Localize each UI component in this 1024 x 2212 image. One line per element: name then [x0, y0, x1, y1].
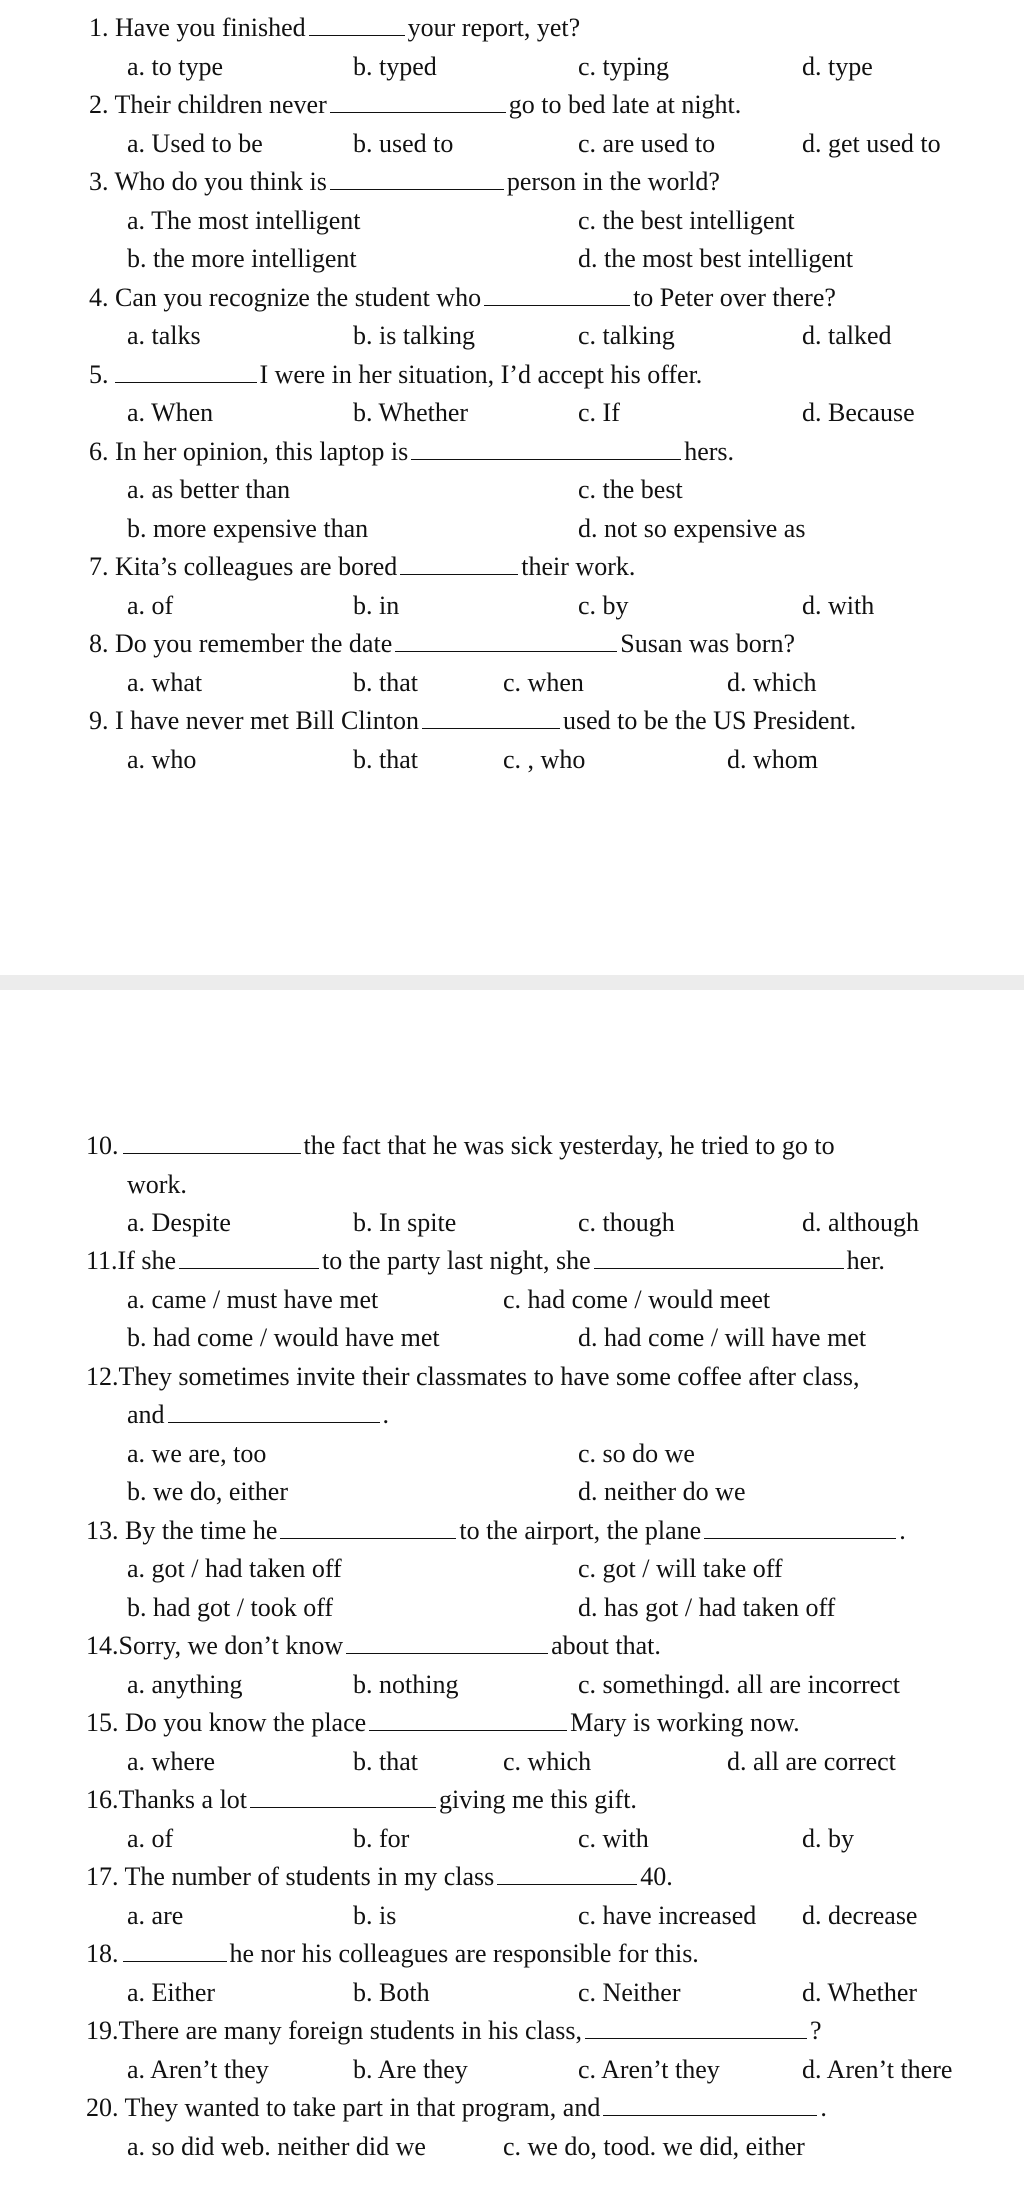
question-3-stem: 3. Who do you think is	[89, 167, 327, 196]
option-c[interactable]: c. when	[503, 668, 584, 697]
option-b[interactable]: b. typed	[353, 52, 437, 81]
question-11-stem-mid: to the party last night, she	[322, 1246, 591, 1275]
option-a[interactable]: a. Used to be	[127, 129, 263, 158]
question-8-stem: 8. Do you remember the date	[89, 629, 393, 658]
answer-blank[interactable]	[400, 552, 518, 575]
option-a[interactable]: a. to type	[127, 52, 224, 81]
worksheet-page-1	[0, 0, 1024, 975]
question-12: 12.They sometimes invite their classmates to have some coffee after class,	[86, 1362, 860, 1391]
question-16-stem-end: giving me this gift.	[439, 1785, 637, 1814]
option-b[interactable]: b. for	[353, 1824, 410, 1853]
question-15-stem: 15. Do you know the place	[86, 1708, 367, 1737]
answer-blank[interactable]	[603, 2093, 817, 2116]
question-15	[86, 1707, 800, 1739]
option-c[interactable]: c. If	[578, 398, 620, 427]
option-b[interactable]: b. nothing	[353, 1670, 459, 1699]
option-b[interactable]: b. is talking	[353, 321, 476, 350]
answer-blank[interactable]	[704, 1516, 896, 1539]
answer-blank[interactable]	[123, 1939, 227, 1962]
question-14-stem-end: about that.	[551, 1631, 661, 1660]
option-d[interactable]: d. by	[802, 1824, 854, 1853]
question-8-stem-end: Susan was born?	[620, 629, 795, 658]
option-d[interactable]: d. not so expensive as	[578, 514, 806, 543]
option-a[interactable]: a. Either	[127, 1978, 216, 2007]
option-d[interactable]: d. get used to	[802, 129, 941, 158]
option-a[interactable]: a. anything	[127, 1670, 243, 1699]
option-a[interactable]: a. so did web. neither did we	[127, 2132, 426, 2161]
option-c[interactable]: c. , who	[503, 745, 586, 774]
option-d[interactable]: d. all are correct	[727, 1747, 896, 1776]
question-18-stem-end: he nor his colleagues are responsible for this.	[229, 1939, 699, 1968]
question-6	[89, 436, 734, 468]
answer-blank[interactable]	[594, 1246, 844, 1269]
option-d[interactable]: d. Aren’t there	[802, 2055, 953, 2084]
question-13-stem: 13. By the time he	[86, 1516, 278, 1545]
question-4-stem: 4. Can you recognize the student who	[89, 283, 482, 312]
option-a[interactable]: a. where	[127, 1747, 216, 1776]
answer-blank[interactable]	[115, 360, 257, 383]
option-b[interactable]: b. in	[353, 591, 400, 620]
answer-blank[interactable]	[411, 437, 681, 460]
question-11-stem: 11.If she	[86, 1246, 177, 1275]
option-d[interactable]: d. the most best intelligent	[578, 244, 854, 273]
question-19-stem-end: ?	[810, 2016, 822, 2045]
question-12-continuation	[127, 1399, 389, 1431]
option-b[interactable]: b. is	[353, 1901, 397, 1930]
question-18	[86, 1938, 699, 1970]
option-c[interactable]: c. though	[578, 1208, 675, 1237]
option-c[interactable]: c. Aren’t they	[578, 2055, 720, 2084]
option-b[interactable]: b. the more intelligent	[127, 244, 357, 273]
question-14-stem: 14.Sorry, we don’t know	[86, 1631, 344, 1660]
question-2-stem-end: go to bed late at night.	[508, 90, 742, 119]
option-a[interactable]: a. what	[127, 668, 203, 697]
option-b[interactable]: b. that	[353, 668, 418, 697]
answer-blank[interactable]	[484, 283, 630, 306]
option-a[interactable]: a. The most intelligent	[127, 206, 361, 235]
question-18-number: 18.	[86, 1939, 119, 1968]
option-b[interactable]: b. In spite	[353, 1208, 457, 1237]
question-2-stem: 2. Their children never	[89, 90, 327, 119]
option-a[interactable]: a. we are, too	[127, 1439, 267, 1468]
answer-blank[interactable]	[280, 1516, 456, 1539]
answer-blank[interactable]	[346, 1631, 548, 1654]
option-c[interactable]: c. we do, tood. we did, either	[503, 2132, 805, 2161]
option-b[interactable]: b. more expensive than	[127, 514, 369, 543]
question-1-stem-end: your report, yet?	[407, 13, 581, 42]
question-10-continuation: work.	[127, 1170, 187, 1199]
option-a[interactable]: a. of	[127, 1824, 174, 1853]
question-16-stem: 16.Thanks a lot	[86, 1785, 248, 1814]
question-10-stem-end: the fact that he was sick yesterday, he tried to go to	[303, 1131, 835, 1160]
option-a[interactable]: a. are	[127, 1901, 184, 1930]
question-15-stem-end: Mary is working now.	[570, 1708, 800, 1737]
option-c[interactable]: c. got / will take off	[578, 1554, 783, 1583]
option-c[interactable]: c. the best	[578, 475, 683, 504]
question-9-stem: 9. I have never met Bill Clinton	[89, 706, 419, 735]
option-c[interactable]: c. so do we	[578, 1439, 695, 1468]
question-13-stem-end: .	[899, 1516, 906, 1545]
option-c[interactable]: c. Neither	[578, 1978, 681, 2007]
question-6-stem: 6. In her opinion, this laptop is	[89, 437, 409, 466]
question-11-stem-end: her.	[846, 1246, 885, 1275]
question-14	[86, 1630, 661, 1662]
answer-blank[interactable]	[585, 2016, 807, 2039]
question-19-stem: 19.There are many foreign students in his class,	[86, 2016, 583, 2045]
option-b[interactable]: b. that	[353, 1747, 418, 1776]
option-d[interactable]: d. neither do we	[578, 1477, 746, 1506]
option-a[interactable]: a. talks	[127, 321, 201, 350]
question-13	[86, 1515, 906, 1547]
worksheet-page-2	[0, 990, 1024, 2212]
question-17-stem: 17. The number of students in my class	[86, 1862, 495, 1891]
option-d[interactable]: d. Whether	[802, 1978, 918, 2007]
option-b[interactable]: b. Both	[353, 1978, 430, 2007]
option-d[interactable]: d. with	[802, 591, 875, 620]
option-d[interactable]: d. talked	[802, 321, 892, 350]
option-b[interactable]: b. had got / took off	[127, 1593, 334, 1622]
question-17-stem-end: 40.	[640, 1862, 673, 1891]
option-d[interactable]: d. has got / had taken off	[578, 1593, 836, 1622]
question-16	[86, 1784, 637, 1816]
answer-blank[interactable]	[250, 1785, 436, 1808]
question-6-stem-end: hers.	[684, 437, 735, 466]
answer-blank[interactable]	[179, 1246, 319, 1269]
question-5	[89, 359, 702, 391]
answer-blank[interactable]	[309, 13, 405, 36]
question-7	[89, 551, 635, 583]
option-c[interactable]: c. by	[578, 591, 629, 620]
option-a[interactable]: a. as better than	[127, 475, 291, 504]
answer-blank[interactable]	[330, 167, 504, 190]
option-c[interactable]: c. talking	[578, 321, 675, 350]
question-11	[86, 1245, 885, 1277]
option-d[interactable]: d. whom	[727, 745, 818, 774]
question-20-stem: 20. They wanted to take part in that program, and	[86, 2093, 601, 2122]
option-b[interactable]: b. used to	[353, 129, 454, 158]
answer-blank[interactable]	[395, 629, 617, 652]
option-d[interactable]: d. Because	[802, 398, 915, 427]
option-b[interactable]: b. had come / would have met	[127, 1323, 440, 1352]
option-a[interactable]: a. who	[127, 745, 197, 774]
option-a[interactable]: a. Aren’t they	[127, 2055, 269, 2084]
question-4-stem-end: to Peter over there?	[633, 283, 836, 312]
answer-blank[interactable]	[168, 1400, 380, 1423]
option-b[interactable]: b. Whether	[353, 398, 469, 427]
option-a[interactable]: a. got / had taken off	[127, 1554, 342, 1583]
option-c[interactable]: c. had come / would meet	[503, 1285, 771, 1314]
question-20	[86, 2092, 827, 2124]
question-3-stem-end: person in the world?	[506, 167, 720, 196]
option-d[interactable]: d. had come / will have met	[578, 1323, 867, 1352]
answer-blank[interactable]	[123, 1131, 301, 1154]
option-c[interactable]: c. somethingd. all are incorrect	[578, 1670, 900, 1699]
question-13-stem-mid: to the airport, the plane	[459, 1516, 702, 1545]
option-d[interactable]: d. decrease	[802, 1901, 918, 1930]
question-8	[89, 628, 795, 660]
question-9	[89, 705, 856, 737]
question-12-and: and	[127, 1400, 165, 1429]
option-c[interactable]: c. the best intelligent	[578, 206, 795, 235]
question-20-stem-end: .	[820, 2093, 827, 2122]
option-c[interactable]: c. with	[578, 1824, 649, 1853]
question-4	[89, 282, 836, 314]
question-17	[86, 1861, 673, 1893]
option-c[interactable]: c. have increased	[578, 1901, 757, 1930]
option-d[interactable]: d. type	[802, 52, 873, 81]
option-a[interactable]: a. came / must have met	[127, 1285, 379, 1314]
question-9-stem-end: used to be the US President.	[563, 706, 857, 735]
question-19	[86, 2015, 822, 2047]
question-5-stem-end: I were in her situation, I’d accept his offer.	[259, 360, 703, 389]
option-c[interactable]: c. which	[503, 1747, 592, 1776]
option-d[interactable]: d. although	[802, 1208, 919, 1237]
question-12-period: .	[382, 1400, 390, 1429]
option-b[interactable]: b. we do, either	[127, 1477, 289, 1506]
option-b[interactable]: b. that	[353, 745, 418, 774]
option-a[interactable]: a. of	[127, 591, 174, 620]
page-separator	[0, 975, 1024, 990]
answer-blank[interactable]	[330, 90, 506, 113]
answer-blank[interactable]	[369, 1708, 567, 1731]
option-b[interactable]: b. Are they	[353, 2055, 468, 2084]
option-a[interactable]: a. Despite	[127, 1208, 231, 1237]
question-3	[89, 166, 720, 198]
question-5-number: 5.	[89, 360, 109, 389]
question-10	[86, 1130, 835, 1162]
option-d[interactable]: d. which	[727, 668, 817, 697]
question-1-stem: 1. Have you finished	[89, 13, 306, 42]
option-a[interactable]: a. When	[127, 398, 214, 427]
question-7-stem-end: their work.	[521, 552, 636, 581]
question-10-number: 10.	[86, 1131, 119, 1160]
answer-blank[interactable]	[422, 706, 560, 729]
option-c[interactable]: c. are used to	[578, 129, 716, 158]
question-1	[89, 12, 580, 44]
option-c[interactable]: c. typing	[578, 52, 669, 81]
question-2	[89, 89, 741, 121]
question-7-stem: 7. Kita’s colleagues are bored	[89, 552, 398, 581]
answer-blank[interactable]	[497, 1862, 637, 1885]
